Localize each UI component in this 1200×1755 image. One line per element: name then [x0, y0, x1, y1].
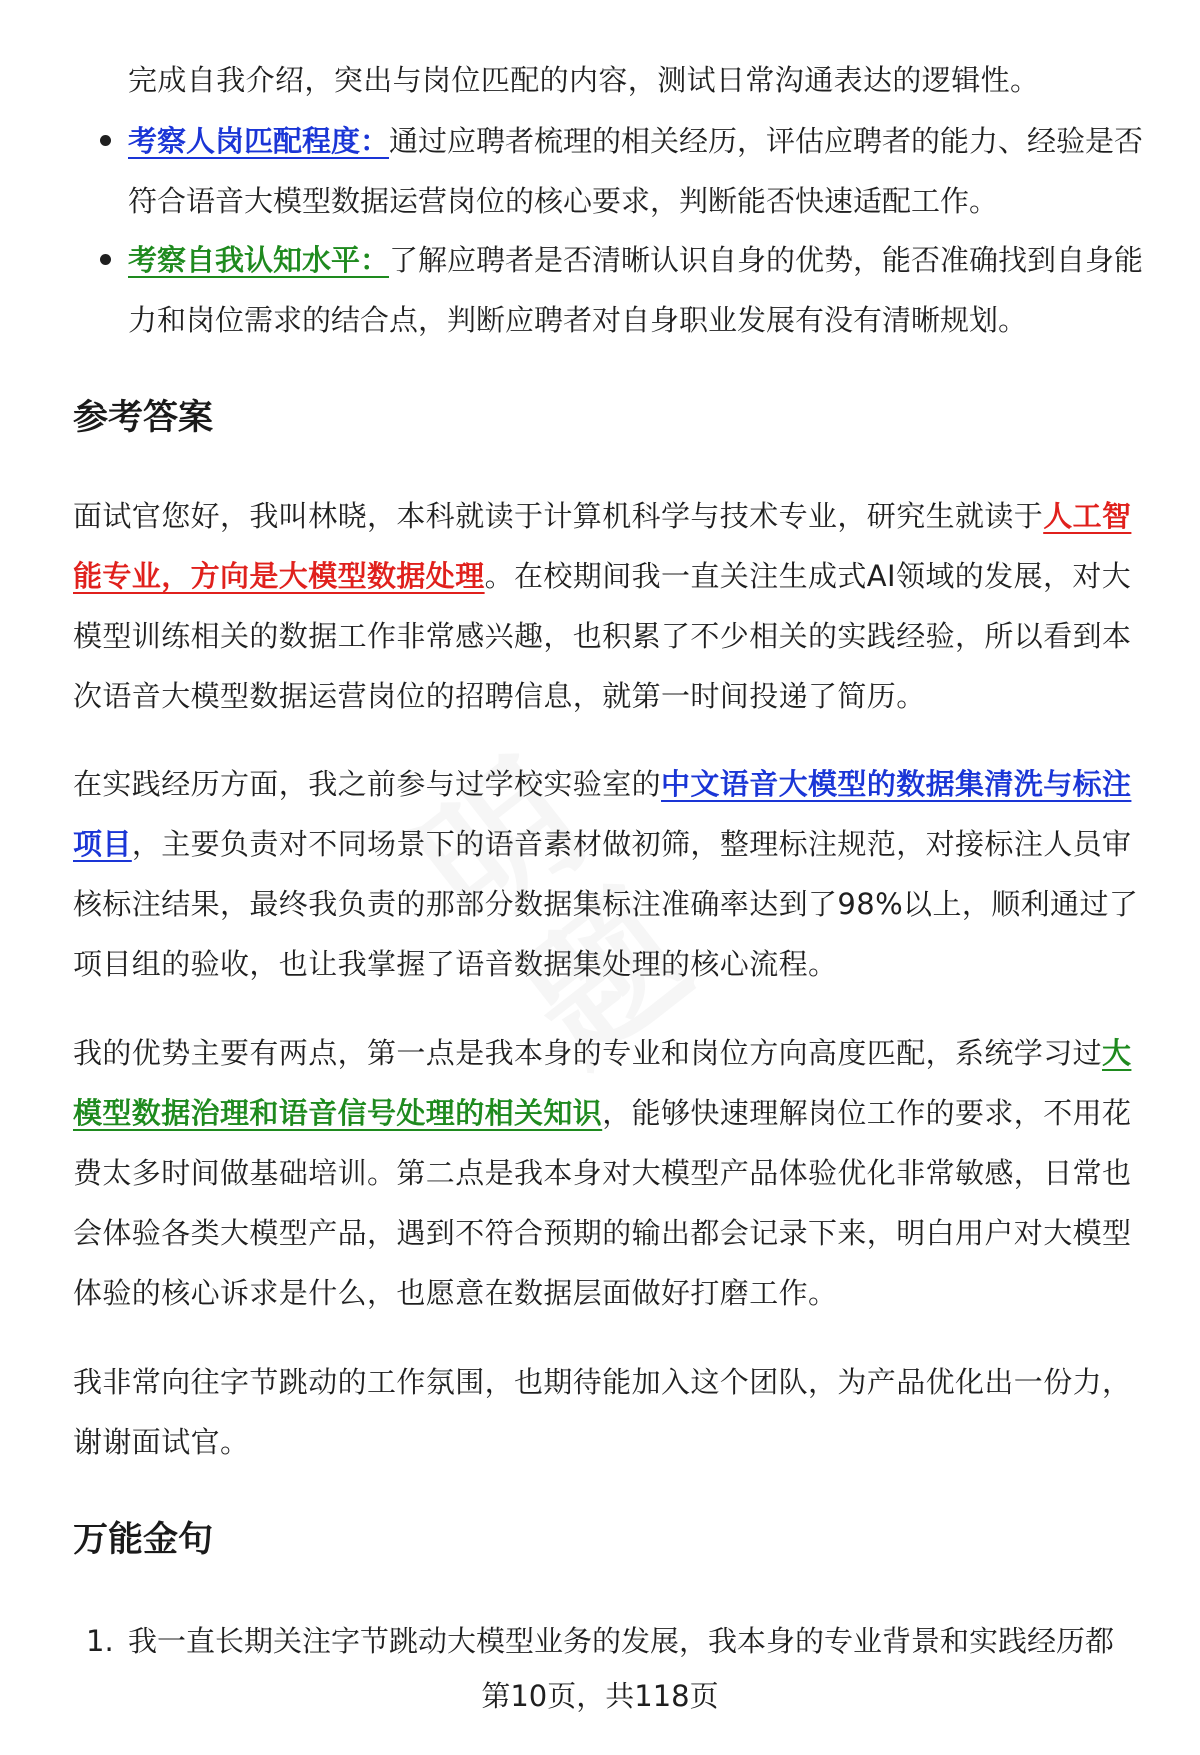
bullet-keyword: 考察人岗匹配程度：: [128, 124, 390, 158]
highlight-red: 人工智能专业，方向是大模型数据处理: [73, 499, 1132, 593]
numbered-list-item: [86, 1611, 1145, 1671]
bullet-text: 了解应聘者是否清晰认识自身的优势，能否准确找到自身能力和岗位需求的结合点，判断应聘者对自身职业发展有没有清晰规划。: [128, 243, 1144, 337]
bullet-keyword: 考察自我认知水平：: [128, 243, 390, 277]
bullet-text: 通过应聘者梳理的相关经历，评估应聘者的能力、经验是否符合语音大模型数据运营岗位的核心要求，判断能否快速适配工作。: [128, 124, 1144, 218]
highlight-blue: 中文语音大模型的数据集清洗与标注项目: [73, 767, 1132, 861]
section-title-answer: 参考答案: [73, 398, 214, 438]
list-item-text: 我一直长期关注字节跳动大模型业务的发展，我本身的专业背景和实践经历都: [128, 1624, 1115, 1658]
intro-continuation: 完成自我介绍，突出与岗位匹配的内容，测试日常沟通表达的逻辑性。: [128, 63, 1040, 97]
paragraph-text: 。在校期间我一直关注生成式AI领域的发展，对大模型训练相关的数据工作非常感兴趣，也积累了不少相关的实践经验，所以看到本次语音大模型数据运营岗位的招聘信息，就第一时间投递了简历。: [73, 559, 1132, 713]
highlight-green: 大模型数据治理和语音信号处理的相关知识: [73, 1036, 1132, 1130]
bullet-item-self-awareness: [128, 230, 1145, 350]
section-title-phrases: 万能金句: [73, 1520, 214, 1560]
answer-paragraph-2: [73, 754, 1145, 994]
list-number: 1.: [86, 1624, 114, 1658]
bullet-dot-icon: [100, 135, 111, 146]
paragraph-text: ，能够快速理解岗位工作的要求，不用花费太多时间做基础培训。第二点是我本身对大模型产品体验优化非常敏感，日常也会体验各类大模型产品，遇到不符合预期的输出都会记录下来，明白用户对大模型体验的核心诉求是什么，也愿意在数据层面做好打磨工作。: [73, 1096, 1132, 1310]
answer-paragraph-4: 我非常向往字节跳动的工作氛围，也期待能加入这个团队，为产品优化出一份力，谢谢面试官。: [73, 1365, 1132, 1459]
paragraph-text: 面试官您好，我叫林晓，本科就读于计算机科学与技术专业，研究生就读于: [73, 499, 1044, 533]
answer-paragraph-3: [73, 1023, 1145, 1323]
page-footer: 第10页，共118页: [481, 1679, 719, 1713]
bullet-dot-icon: [100, 254, 111, 265]
bullet-item-person-job-fit: [128, 111, 1145, 231]
paragraph-text: 我的优势主要有两点，第一点是我本身的专业和岗位方向高度匹配，系统学习过: [73, 1036, 1103, 1070]
paragraph-text: ，主要负责对不同场景下的语音素材做初筛，整理标注规范，对接标注人员审核标注结果，最终我负责的那部分数据集标注准确率达到了98%以上，顺利通过了项目组的验收，也让我掌握了语音数据集处理的核心流程。: [73, 827, 1139, 981]
paragraph-text: 在实践经历方面，我之前参与过学校实验室的: [73, 767, 662, 801]
answer-paragraph-1: [73, 486, 1145, 726]
